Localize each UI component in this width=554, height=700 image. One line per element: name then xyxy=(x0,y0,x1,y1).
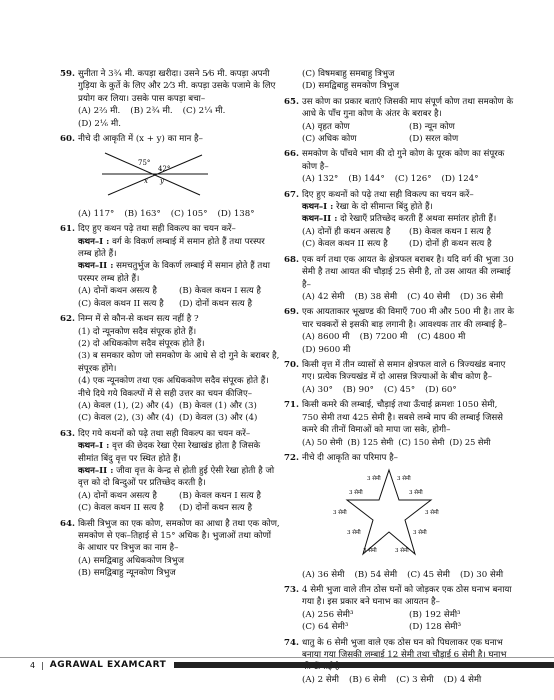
option-c[interactable]: (C) विषमबाहु समबाहु त्रिभुज xyxy=(302,69,395,79)
option-a[interactable]: (A) 2 सेमी xyxy=(302,674,340,685)
statement-2: कथन–II : जीवा वृत्त के केन्द्र से होती हुई ऐसी रेखा होती है जो वृत्त को दो बिन्दुओं पर प्रतिच्छेद करती है। xyxy=(78,465,275,489)
option-d[interactable]: (D) 60° xyxy=(425,384,457,395)
question-number: 74. xyxy=(284,637,299,648)
option-d[interactable]: (D) दोनों कथन सत्य है xyxy=(179,503,253,514)
question-67 xyxy=(284,189,516,251)
question-text: निम्न में से कौन-से कथन सत्य नहीं है ? xyxy=(78,314,199,325)
option-b[interactable]: (B) केवल कथन I सत्य है xyxy=(409,226,491,237)
side-label: 3 सेमी xyxy=(367,476,381,483)
question-number: 60. xyxy=(60,134,75,145)
question-73 xyxy=(284,584,516,634)
side-label: 3 सेमी xyxy=(395,548,409,555)
left-column xyxy=(60,68,280,583)
footer-separator: | xyxy=(41,660,44,670)
option-d[interactable]: (D) दोनों कथन सत्य है xyxy=(179,298,253,309)
option-b[interactable]: (B) 38 सेमी xyxy=(354,291,398,302)
question-number: 64. xyxy=(60,518,75,529)
question-number: 69. xyxy=(284,307,299,318)
question-number: 72. xyxy=(284,452,299,463)
question-number: 62. xyxy=(60,314,75,325)
options xyxy=(284,436,516,448)
question-number: 61. xyxy=(60,224,75,235)
question-text: दिए हुए कथनों को पढ़े तथा सही विकल्प का चयन करें– xyxy=(302,189,474,200)
question-66 xyxy=(284,148,516,185)
side-label: 3 सेमी xyxy=(363,548,377,555)
statement-1: कथन–I : वर्ग के विकर्ण लम्बाई में समान होते हैं तथा परस्पर लम्ब होते हैं। xyxy=(78,236,265,260)
question-number: 70. xyxy=(284,359,299,370)
question-69 xyxy=(284,306,516,356)
option-b[interactable]: (B) केवल कथन I सत्य है xyxy=(179,286,261,297)
options xyxy=(284,674,516,686)
option-b[interactable]: (B) 163° xyxy=(124,208,161,219)
options xyxy=(284,331,516,356)
question-number: 63. xyxy=(60,428,75,439)
options xyxy=(284,569,516,581)
question-59 xyxy=(60,68,280,130)
question-text: किसी त्रिभुज का एक कोण, समकोण का आधा है तथा एक कोण, समकोण से एक–तिहाई से 15° अधिक है। भुजाओं तथा कोणों के आधार पर त्रिभुज का नाम है– xyxy=(78,518,280,554)
question-text: समकोण के पाँचवे भाग की दो गुने कोण के पूरक कोण का संपूरक कोण है– xyxy=(302,149,505,172)
question-63 xyxy=(60,428,280,515)
option-c[interactable]: (C) केवल (2), (3) और (4) xyxy=(78,413,174,424)
options xyxy=(284,68,516,93)
option-a[interactable]: (A) दोनों कथन असत्य है xyxy=(78,286,157,297)
question-62 xyxy=(60,313,280,425)
option-a[interactable]: (A) दोनों कथन असत्य है xyxy=(78,490,157,501)
statement-item: (2) दो अधिककोण सदैव संपूरक होते हैं। xyxy=(78,338,205,349)
option-a[interactable]: (A) वृहत कोण xyxy=(302,121,350,132)
options xyxy=(60,105,280,130)
statement-2: कथन–II : दो रेखाएँ प्रतिच्छेद करती हैं अथवा समांतर होती हैं। xyxy=(302,214,497,225)
question-text: धातु के 6 सेमी भुजा वाले एक ठोस घन को पिघलाकर एक घनाभ बनाया गया जिसकी लम्बाई 12 सेमी तथा चौड़ाई 6 सेमी है। घनाभ xyxy=(302,637,507,661)
option-a[interactable]: (A) 36 सेमी xyxy=(302,569,345,580)
question-68 xyxy=(284,254,516,304)
option-d[interactable]: (D) 138° xyxy=(217,208,255,219)
option-b[interactable]: (B) 54 सेमी xyxy=(354,569,398,580)
option-a[interactable]: (A) 30° xyxy=(302,384,333,395)
angle-label-b: 42° xyxy=(158,165,171,174)
option-d[interactable]: (D) 124° xyxy=(441,174,479,185)
question-number: 66. xyxy=(284,149,299,160)
option-d[interactable]: (D) 30 सेमी xyxy=(459,569,504,580)
option-c[interactable]: (C) 4800 मी xyxy=(417,332,466,343)
options xyxy=(60,400,280,425)
statement-1: कथन–I : वृत्त की छेदक रेखा ऐसा रेखाखंड होता है जिसके सीमांत बिंदु वृत्त पर स्थित होते हैं। xyxy=(78,441,261,464)
option-b[interactable]: (B) 144° xyxy=(348,174,385,185)
page-number: 4 xyxy=(30,660,36,670)
options xyxy=(284,384,516,396)
angle-label-x: x xyxy=(144,177,148,186)
side-label: 3 सेमी xyxy=(397,476,411,483)
option-d[interactable]: (D) समद्विबाहु समकोण त्रिभुज xyxy=(302,81,399,92)
question-71 xyxy=(284,399,516,449)
options xyxy=(60,208,280,220)
option-c[interactable]: (C) केवल कथन II सत्य है xyxy=(78,503,164,514)
question-number: 68. xyxy=(284,254,299,265)
option-a[interactable]: (A) 2⅔ मी. xyxy=(78,106,121,117)
option-a[interactable]: (A) 42 सेमी xyxy=(302,291,345,302)
angle-label-a: 75° xyxy=(138,159,151,168)
statement-item: (4) एक न्यूनकोण तथा एक अधिककोण सदैव संपूरक होते हैं। xyxy=(78,376,269,387)
question-text: सुनीता ने 3¾ मी. कपड़ा खरीदा। उसने 5⁄6 मी. कपड़ा अपनी गुड़िया के कुर्ते के लिए और 2⁄3 मी. कपड़ा उसके पजामे के लिए प्रयोग कर लिया। उसके पास कपड़ा बचा– xyxy=(78,69,276,104)
options xyxy=(284,609,516,634)
option-a[interactable]: (A) 50 सेमी xyxy=(302,437,343,448)
question-text: किसी वृत्त में तीन व्यासों से समान क्षेत्रफल वाले 6 त्रिज्यखंड बनाए गए। प्रत्येक त्रिज्यखंड में दो आसन्न त्रिज्याओं के बीच कोण है– xyxy=(302,359,506,383)
option-b[interactable]: (B) समद्विबाहु न्यूनकोण त्रिभुज xyxy=(78,568,176,579)
question-number: 65. xyxy=(284,96,299,107)
star-figure xyxy=(284,466,516,566)
question-70 xyxy=(284,359,516,396)
question-60 xyxy=(60,133,280,220)
question-text: किसी कमरे की लम्बाई, चौड़ाई तथा ऊँचाई क्रमशः 1050 सेमी, 750 सेमी तथा 425 सेमी है। सबसे लम्बे माप की लम्बाई जिससे कमरे की तीनों विमाओं को मापा जा सके, होगी– xyxy=(302,400,503,435)
options xyxy=(284,291,516,303)
option-b[interactable]: (B) 7200 मी xyxy=(359,332,408,343)
right-column xyxy=(284,68,516,689)
side-label: 3 सेमी xyxy=(425,510,439,517)
option-c[interactable]: (C) 150 सेमी xyxy=(398,437,445,448)
footer-bar xyxy=(174,662,554,668)
option-c[interactable]: (C) 40 सेमी xyxy=(407,291,450,302)
side-label: 3 सेमी xyxy=(349,490,363,497)
option-a[interactable]: (A) दोनों ही कथन असत्य है xyxy=(302,226,391,237)
option-d[interactable]: (D) 36 सेमी xyxy=(459,291,504,302)
question-65 xyxy=(284,96,516,146)
question-text: दिए गये कथनों को पढ़े तथा सही विकल्प का चयन करें– xyxy=(78,428,251,439)
options xyxy=(60,555,280,580)
option-b[interactable]: (B) केवल (1) और (3) xyxy=(179,400,257,411)
option-d[interactable]: (D) केवल (3) और (4) xyxy=(179,413,258,424)
question-text: 4 सेमी भुजा वाले तीन ठोस घनों को जोड़कर एक ठोस घनाभ बनाया गया है। इस प्रकार बने घनाभ का आयतन है– xyxy=(302,585,512,608)
question-number: 59. xyxy=(60,69,75,79)
side-label: 3 सेमी xyxy=(409,490,423,497)
question-number: 67. xyxy=(284,189,299,200)
option-a[interactable]: (A) 117° xyxy=(78,208,115,219)
question-64-continued xyxy=(284,68,516,93)
question-text: उस कोण का प्रकार बताएं जिसकी माप संपूर्ण कोण तथा समकोण के आधे के पाँच गुना कोण के अंतर के बराबर है। xyxy=(302,96,514,120)
question-number: 71. xyxy=(284,400,299,411)
page-footer xyxy=(0,657,554,672)
question-text: दिए हुए कथन पढ़े तथा सही विकल्प का चयन करें– xyxy=(78,224,236,235)
option-b[interactable]: (B) 192 सेमी³ xyxy=(409,609,461,620)
question-text: नीचे दी आकृति में (x + y) का मान है– xyxy=(78,134,203,145)
side-label: 3 सेमी xyxy=(347,530,361,537)
angle-label-y: y xyxy=(160,177,164,186)
option-b[interactable]: (B) 2¾ मी. xyxy=(130,106,173,117)
statement-2: कथन–II : समचतुर्भुज के विकर्ण लम्बाई में समान होते हैं तथा परस्पर लम्ब होते हैं। xyxy=(78,261,271,284)
options xyxy=(284,121,516,146)
option-b[interactable]: (B) केवल कथन I सत्य है xyxy=(179,490,261,501)
option-b[interactable]: (B) 6 सेमी xyxy=(349,674,387,685)
star-shape-diagram xyxy=(329,466,449,562)
option-c[interactable]: (C) केवल कथन II सत्य है xyxy=(302,239,388,250)
options xyxy=(284,226,516,251)
angle-figure xyxy=(60,147,280,205)
statement-item: (3) ब समकार कोण जो समकोण के आधे से दो गुने के बराबर है, संपूरक होंगे। xyxy=(78,351,280,374)
side-label: 3 सेमी xyxy=(333,510,347,517)
option-b[interactable]: (B) न्यून कोण xyxy=(409,121,455,132)
question-64 xyxy=(60,518,280,580)
options xyxy=(60,285,280,310)
option-d[interactable]: (D) 2⅙ मी. xyxy=(78,118,121,129)
statement-1: कथन–I : रेखा के दो सीमान्त बिंदु होते हैं। xyxy=(302,202,433,213)
option-c[interactable]: (C) 3 सेमी xyxy=(396,674,434,685)
option-c[interactable]: (C) 105° xyxy=(170,208,208,219)
option-d[interactable]: (D) 9600 मी xyxy=(302,344,351,355)
option-d[interactable]: (D) सरल कोण xyxy=(409,134,459,145)
brand-logo-text: AGRAWAL EXAMCART xyxy=(49,660,167,670)
question-61 xyxy=(60,223,280,310)
option-c[interactable]: (C) 45 सेमी xyxy=(407,569,450,580)
option-a[interactable]: (A) 256 सेमी³ xyxy=(302,609,354,620)
option-c[interactable]: (C) 64 सेमी³ xyxy=(302,622,349,633)
option-b[interactable]: (B) 125 सेमी xyxy=(347,437,394,448)
option-c[interactable]: (C) 2¼ मी. xyxy=(182,106,226,117)
option-d[interactable]: (D) 4 सेमी xyxy=(443,674,482,685)
question-text: एक वर्ग तथा एक आयत के क्षेत्रफल बराबर है। यदि वर्ग की भुजा 30 सेमी है तथा आयत की चौड़ाई 25 सेमी है, तो उस आयत की लम्बाई है– xyxy=(302,254,514,290)
option-a[interactable]: (A) 132° xyxy=(302,174,339,185)
option-a[interactable]: (A) 8600 मी xyxy=(302,332,350,343)
option-b[interactable]: (B) 90° xyxy=(342,384,374,395)
question-text: नीचे दी आकृति का परिमाप है– xyxy=(302,452,398,463)
option-c[interactable]: (C) अधिक कोण xyxy=(302,134,357,145)
question-text: एक आयताकार भूखण्ड की विमाएँ 700 मी और 500 मी है। तार के चार चक्करों से इसकी बाड़ लगानी है। आवश्यक तार की लम्बाई है– xyxy=(302,307,514,330)
option-a[interactable]: (A) केवल (1), (2) और (4) xyxy=(78,400,174,411)
option-a[interactable]: (A) समद्विबाहु अधिककोण त्रिभुज xyxy=(78,555,185,566)
question-72 xyxy=(284,452,516,581)
question-number: 73. xyxy=(284,585,299,595)
option-c[interactable]: (C) 126° xyxy=(394,174,432,185)
options xyxy=(284,173,516,185)
option-d[interactable]: (D) 128 सेमी³ xyxy=(409,622,462,633)
option-c[interactable]: (C) केवल कथन II सत्य है xyxy=(78,298,164,309)
instruction: नीचे दिये गये विकल्पों में से सही उत्तर का चयन कीजिए– xyxy=(78,388,252,399)
side-label: 3 सेमी xyxy=(413,530,427,537)
option-d[interactable]: (D) दोनों ही कथन सत्य है xyxy=(409,239,492,250)
options xyxy=(60,490,280,515)
intersecting-lines-diagram xyxy=(100,147,210,201)
option-c[interactable]: (C) 45° xyxy=(383,384,416,395)
option-d[interactable]: (D) 25 सेमी xyxy=(449,437,491,448)
statement-item: (1) दो न्यूनकोण सदैव संपूरक होते हैं। xyxy=(78,326,197,337)
